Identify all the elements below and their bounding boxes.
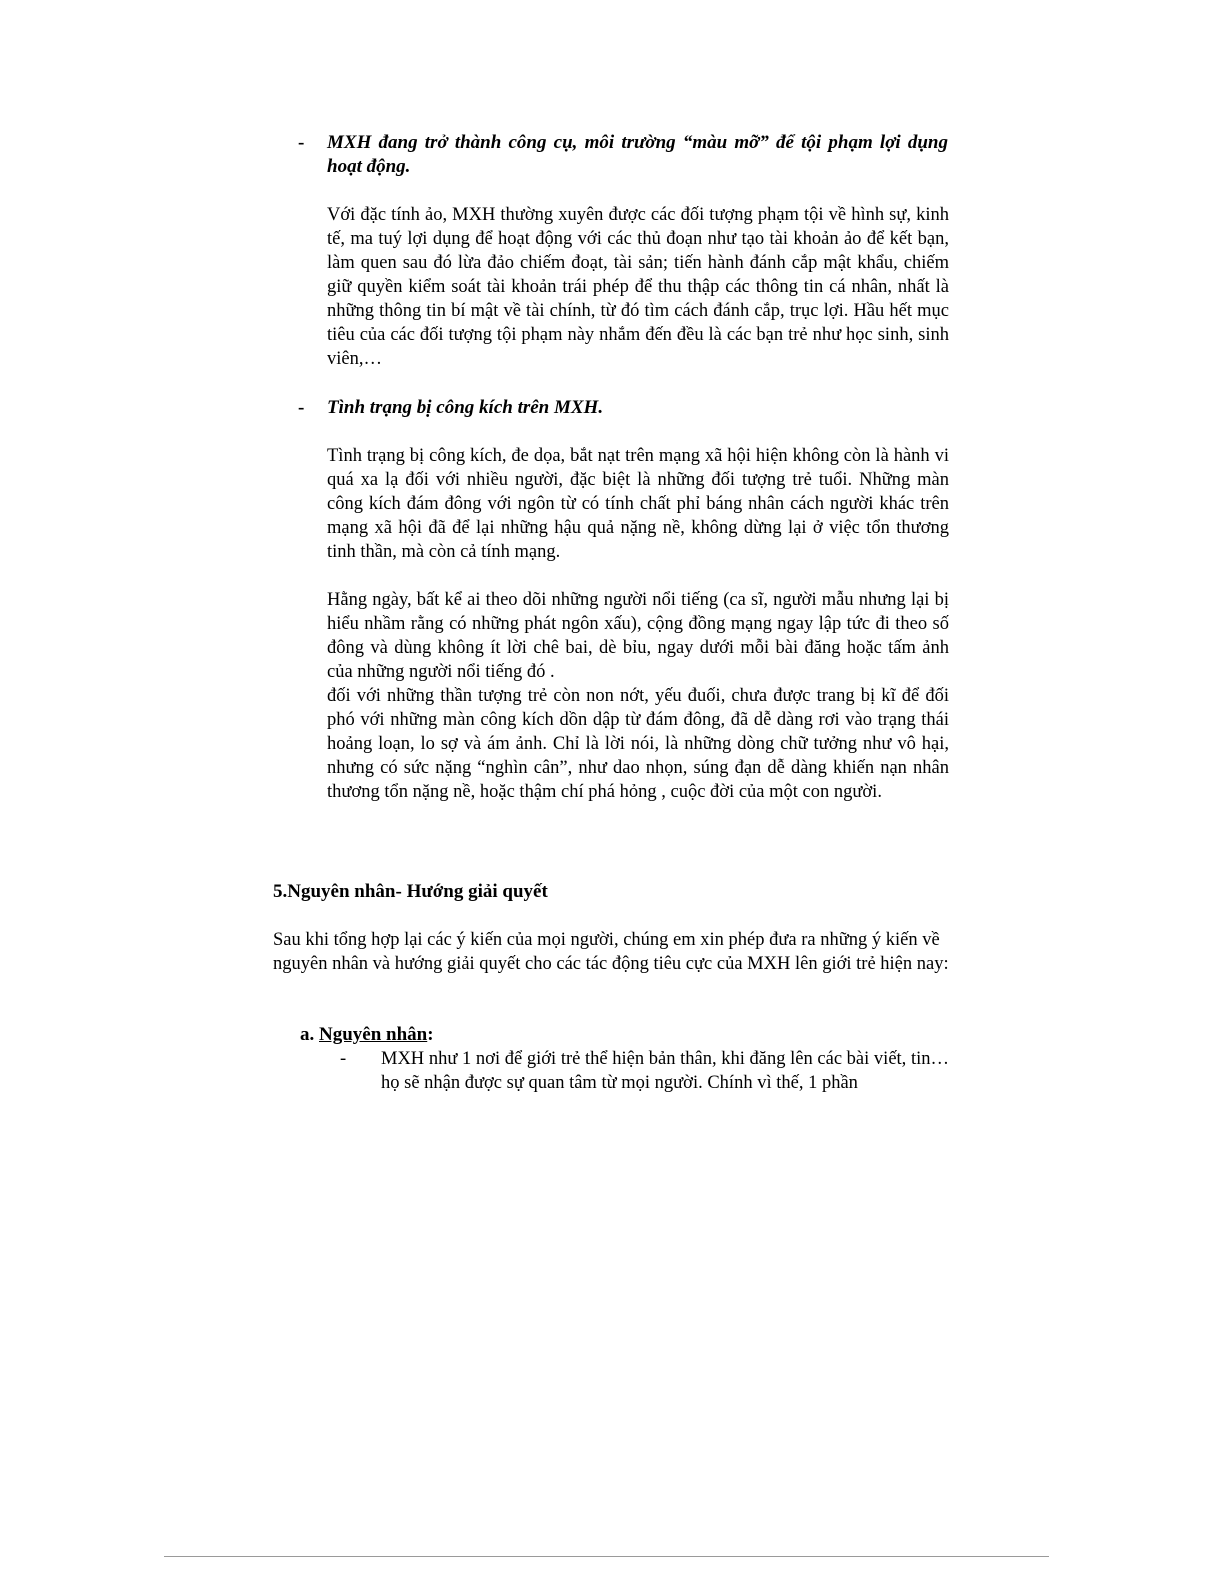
paragraph-crime: Với đặc tính ảo, MXH thường xuyên được các đối tượng phạm tội về hình sự, kinh tế, ma tuý lợi dụng để hoạt động với các thủ đoạn như tạo tài khoản ảo để kết bạn, làm quen sau đó lừa đảo chiếm đoạt, tài sản; tiến hành đánh cắp mật khẩu, chiếm giữ quyền kiểm soát tài khoản trái phép để thu thập các thông tin cá nhân, nhất là những thông tin bí mật về tài chính, từ đó tìm cách đánh cắp, trục lợi. Hầu hết mục tiêu của các đối tượng tội phạm này nhắm đến đều là các bạn trẻ như học sinh, sinh viên,… [327, 205, 949, 369]
bullet-dash: - [298, 397, 305, 418]
section-title: 5.Nguyên nhân- Hướng giải quyết [273, 881, 548, 902]
paragraph-attack-2: Hằng ngày, bất kể ai theo dõi những người nổi tiếng (ca sĩ, người mẫu nhưng lại bị hiểu nhầm rằng có những phát ngôn xấu), cộng đồng mạng ngay lập tức đi theo số đông và dùng không ít lời chê bai, dè bỉu, ngay dưới mỗi bài đăng hoặc tấm ảnh của những người nổi tiếng đó . [327, 590, 949, 682]
item-text: MXH như 1 nơi để giới trẻ thể hiện bản thân, khi đăng lên các bài viết, tin… họ sẽ nhận được sự quan tâm từ mọi người. Chính vì thế, 1 phần [381, 1049, 949, 1093]
subsection-colon: : [427, 1024, 434, 1045]
subsection-label: Nguyên nhân [319, 1024, 428, 1045]
subsection-heading-causes [300, 1023, 434, 1047]
section-intro: Sau khi tổng hợp lại các ý kiến của mọi người, chúng em xin phép đưa ra những ý kiến về nguyên nhân và hướng giải quyết cho các tác động tiêu cực của MXH lên giới trẻ hiện nay: [273, 930, 949, 974]
bullet-dash: - [298, 132, 305, 153]
list-item [340, 1047, 949, 1095]
paragraph-attack-1: Tình trạng bị công kích, đe dọa, bắt nạt trên mạng xã hội hiện không còn là hành vi quá xa lạ đối với nhiều người, đặc biệt là những đối tượng trẻ tuổi. Những màn công kích đám đông với ngôn từ có tính chất phỉ báng nhân cách người khác trên mạng xã hội đã để lại những hậu quả nặng nề, không dừng lại ở việc tổn thương tinh thần, mà còn cả tính mạng. [327, 446, 949, 562]
bullet-heading-text: MXH đang trở thành công cụ, môi trường “màu mỡ” để tội phạm lợi dụng hoạt động. [327, 132, 948, 177]
subsection-marker: a. [300, 1024, 315, 1045]
bullet-heading-attack [298, 396, 948, 420]
page-break-rule [164, 1556, 1049, 1557]
item-dash: - [340, 1049, 347, 1069]
bullet-heading-text: Tình trạng bị công kích trên MXH. [327, 397, 604, 418]
bullet-heading-crime [298, 131, 948, 179]
paragraph-attack-3: đối với những thần tượng trẻ còn non nớt, yếu đuối, chưa được trang bị kĩ để đối phó với những màn công kích dồn dập từ đám đông, đã dễ dàng rơi vào trạng thái hoảng loạn, lo sợ và ám ảnh. Chỉ là lời nói, là những dòng chữ tưởng như vô hại, nhưng có sức nặng “nghìn cân”, như dao nhọn, súng đạn dễ dàng khiến nạn nhân thương tổn nặng nề, hoặc thậm chí phá hỏng , cuộc đời của một con người. [327, 686, 949, 802]
